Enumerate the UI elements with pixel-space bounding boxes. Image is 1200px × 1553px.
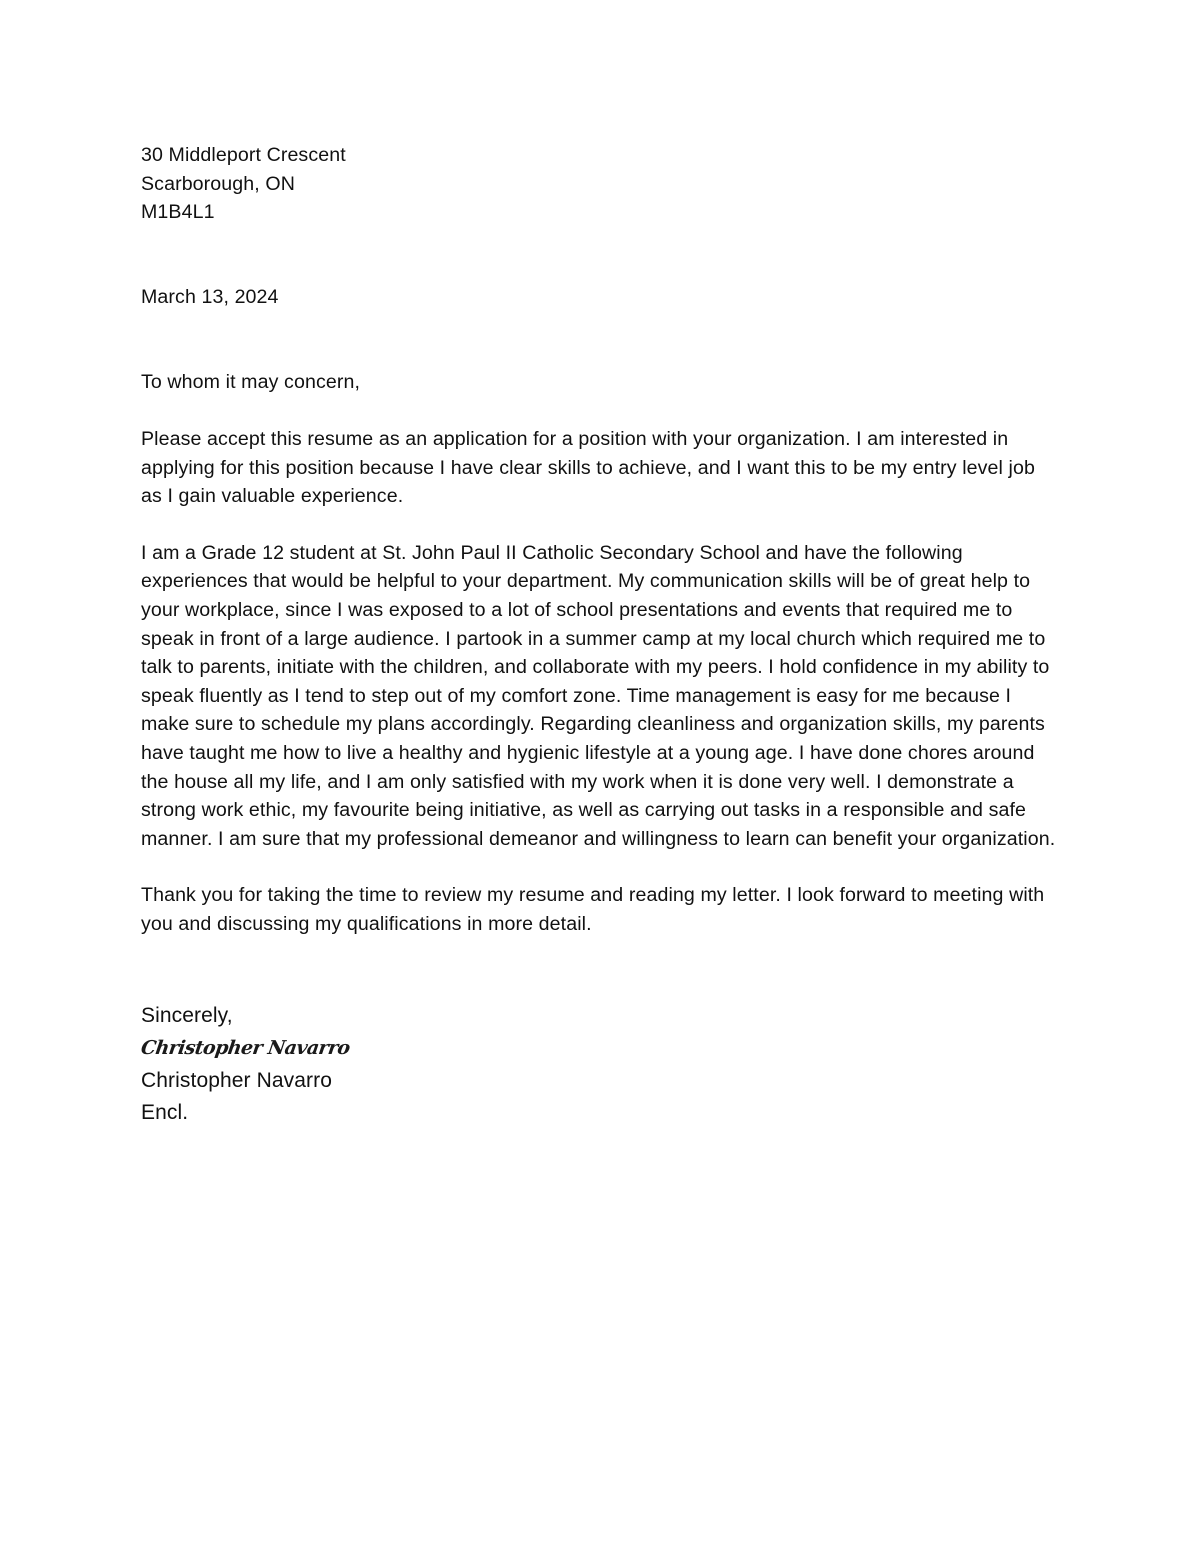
body-paragraph-closing: Thank you for taking the time to review my resume and reading my letter. I look forward to meeting with you and discussing my qualifications in more detail. (141, 884, 1045, 935)
cover-letter (141, 141, 1056, 1129)
valediction: Sincerely, (141, 1004, 233, 1028)
address-city-province: Scarborough, ON (141, 172, 295, 195)
enclosure-note: Encl. (141, 1101, 189, 1125)
address-street: 30 Middleport Crescent (141, 144, 346, 166)
body-paragraph-experience: I am a Grade 12 student at St. John Paul II Catholic Secondary School and have the following experiences that would be helpful to your department. My communication skills will be of great help to your workplace, since I was exposed to a lot of school presentations and events that required me to speak in front of a large audience. I partook in a summer camp at my local church which required me to talk to parents, initiate with the children, and collaborate with my peers. I hold confidence in my ability to speak fluently as I tend to step out of my comfort zone. Time management is easy for me because I make sure to schedule my plans accordingly. Regarding cleanliness and organization skills, my parents have taught me how to live a healthy and hygienic lifestyle at a young age. I have done chores around the house all my life, and I am only satisfied with my work when it is done very well. I demonstrate a strong work ethic, my favourite being initiative, as well as carrying out tasks in a responsible and safe manner. I am sure that my professional demeanor and willingness to learn can benefit your organization. (141, 541, 1056, 850)
closing-block (141, 1000, 1056, 1129)
letter-date: March 13, 2024 (141, 285, 279, 308)
salutation: To whom it may concern, (141, 371, 360, 394)
handwritten-signature: Christopher Navarro (139, 1037, 352, 1060)
body-paragraph-intro: Please accept this resume as an application for a position with your organization. I am interested in applying for this position because I have clear skills to achieve, and I want this to be my entry level job as I gain valuable experience. (141, 427, 1035, 508)
address-postal-code: M1B4L1 (141, 201, 215, 224)
signer-name: Christopher Navarro (141, 1069, 332, 1093)
sender-address (141, 141, 1056, 227)
